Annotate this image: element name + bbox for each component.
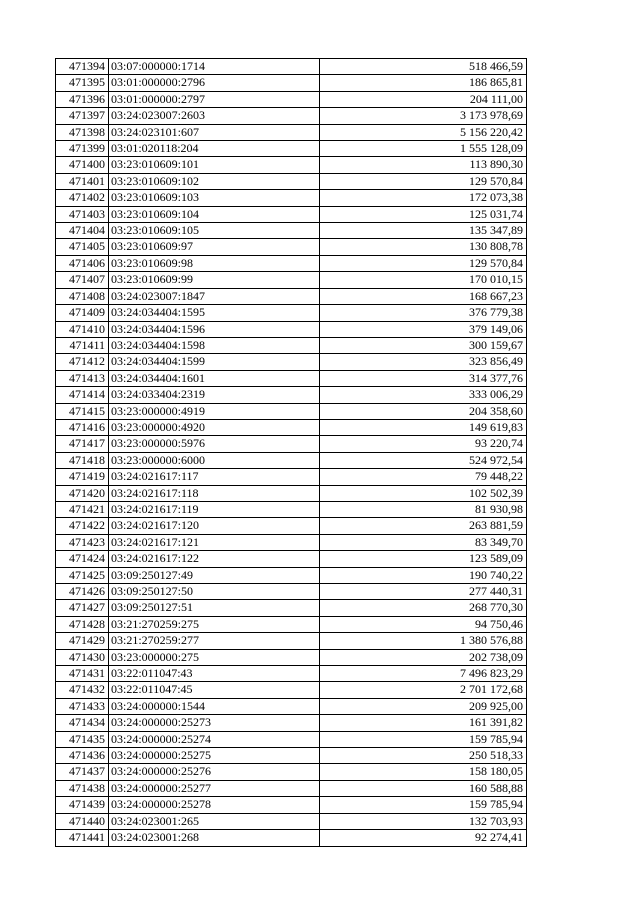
value-cell: 209 925,00: [320, 698, 527, 714]
row-id-cell: 471441: [56, 830, 109, 846]
table-row: [56, 534, 527, 550]
table-row: [56, 715, 527, 731]
row-id-cell: 471422: [56, 518, 109, 534]
table-row: [56, 223, 527, 239]
row-id-cell: 471395: [56, 75, 109, 91]
cadastral-number-cell: 03:21:270259:277: [109, 633, 320, 649]
row-id-cell: 471421: [56, 501, 109, 517]
value-cell: 102 502,39: [320, 485, 527, 501]
cadastral-number-cell: 03:24:023101:607: [109, 124, 320, 140]
table-row: [56, 75, 527, 91]
value-cell: 159 785,94: [320, 731, 527, 747]
row-id-cell: 471406: [56, 255, 109, 271]
table-row: [56, 469, 527, 485]
cadastral-number-cell: 03:01:000000:2796: [109, 75, 320, 91]
row-id-cell: 471402: [56, 190, 109, 206]
value-cell: 79 448,22: [320, 469, 527, 485]
row-id-cell: 471413: [56, 370, 109, 386]
row-id-cell: 471412: [56, 354, 109, 370]
table-row: [56, 485, 527, 501]
table-row: [56, 649, 527, 665]
value-cell: 161 391,82: [320, 715, 527, 731]
row-id-cell: 471424: [56, 551, 109, 567]
row-id-cell: 471418: [56, 452, 109, 468]
cadastral-number-cell: 03:23:000000:4920: [109, 419, 320, 435]
table-row: [56, 108, 527, 124]
row-id-cell: 471425: [56, 567, 109, 583]
cadastral-number-cell: 03:24:034404:1601: [109, 370, 320, 386]
cadastral-number-cell: 03:24:023001:265: [109, 813, 320, 829]
table-row: [56, 698, 527, 714]
row-id-cell: 471426: [56, 584, 109, 600]
cadastral-number-cell: 03:24:000000:25276: [109, 764, 320, 780]
table-row: [56, 190, 527, 206]
table-row: [56, 157, 527, 173]
table-row: [56, 370, 527, 386]
value-cell: 159 785,94: [320, 797, 527, 813]
row-id-cell: 471438: [56, 780, 109, 796]
row-id-cell: 471416: [56, 419, 109, 435]
value-cell: 94 750,46: [320, 616, 527, 632]
row-id-cell: 471415: [56, 403, 109, 419]
cadastral-number-cell: 03:22:011047:43: [109, 666, 320, 682]
cadastral-number-cell: 03:23:000000:275: [109, 649, 320, 665]
cadastral-number-cell: 03:24:034404:1595: [109, 305, 320, 321]
table-row: [56, 321, 527, 337]
cadastral-number-cell: 03:23:010609:99: [109, 272, 320, 288]
cadastral-number-cell: 03:09:250127:49: [109, 567, 320, 583]
data-table: [55, 58, 527, 847]
cadastral-number-cell: 03:09:250127:51: [109, 600, 320, 616]
row-id-cell: 471417: [56, 436, 109, 452]
cadastral-number-cell: 03:24:034404:1598: [109, 337, 320, 353]
table-row: [56, 403, 527, 419]
value-cell: 7 496 823,29: [320, 666, 527, 682]
table-row: [56, 813, 527, 829]
row-id-cell: 471437: [56, 764, 109, 780]
value-cell: 277 440,31: [320, 584, 527, 600]
cadastral-number-cell: 03:23:010609:98: [109, 255, 320, 271]
value-cell: 250 518,33: [320, 748, 527, 764]
value-cell: 135 347,89: [320, 223, 527, 239]
row-id-cell: 471410: [56, 321, 109, 337]
row-id-cell: 471408: [56, 288, 109, 304]
table-row: [56, 584, 527, 600]
table-row: [56, 518, 527, 534]
table-row: [56, 91, 527, 107]
table-row: [56, 288, 527, 304]
cadastral-number-cell: 03:24:023007:2603: [109, 108, 320, 124]
value-cell: 123 589,09: [320, 551, 527, 567]
cadastral-number-cell: 03:24:000000:25273: [109, 715, 320, 731]
table-row: [56, 436, 527, 452]
cadastral-number-cell: 03:24:000000:25275: [109, 748, 320, 764]
row-id-cell: 471396: [56, 91, 109, 107]
row-id-cell: 471403: [56, 206, 109, 222]
cadastral-number-cell: 03:23:010609:104: [109, 206, 320, 222]
table-row: [56, 272, 527, 288]
cadastral-number-cell: 03:24:000000:25277: [109, 780, 320, 796]
row-id-cell: 471429: [56, 633, 109, 649]
cadastral-number-cell: 03:21:270259:275: [109, 616, 320, 632]
value-cell: 129 570,84: [320, 173, 527, 189]
cadastral-number-cell: 03:23:000000:4919: [109, 403, 320, 419]
value-cell: 379 149,06: [320, 321, 527, 337]
row-id-cell: 471404: [56, 223, 109, 239]
table-row: [56, 419, 527, 435]
value-cell: 268 770,30: [320, 600, 527, 616]
row-id-cell: 471407: [56, 272, 109, 288]
value-cell: 160 588,88: [320, 780, 527, 796]
value-cell: 204 358,60: [320, 403, 527, 419]
table-row: [56, 682, 527, 698]
table-row: [56, 501, 527, 517]
cadastral-number-cell: 03:23:010609:102: [109, 173, 320, 189]
cadastral-number-cell: 03:24:021617:120: [109, 518, 320, 534]
row-id-cell: 471435: [56, 731, 109, 747]
value-cell: 170 010,15: [320, 272, 527, 288]
row-id-cell: 471434: [56, 715, 109, 731]
table-row: [56, 173, 527, 189]
cadastral-number-cell: 03:24:021617:117: [109, 469, 320, 485]
table-row: [56, 616, 527, 632]
cadastral-number-cell: 03:24:021617:118: [109, 485, 320, 501]
cadastral-number-cell: 03:23:010609:101: [109, 157, 320, 173]
row-id-cell: 471401: [56, 173, 109, 189]
value-cell: 186 865,81: [320, 75, 527, 91]
value-cell: 113 890,30: [320, 157, 527, 173]
value-cell: 300 159,67: [320, 337, 527, 353]
row-id-cell: 471428: [56, 616, 109, 632]
table-row: [56, 124, 527, 140]
cadastral-number-cell: 03:23:000000:5976: [109, 436, 320, 452]
value-cell: 158 180,05: [320, 764, 527, 780]
cadastral-number-cell: 03:24:000000:1544: [109, 698, 320, 714]
row-id-cell: 471394: [56, 59, 109, 75]
value-cell: 92 274,41: [320, 830, 527, 846]
cadastral-number-cell: 03:01:020118:204: [109, 141, 320, 157]
table-row: [56, 141, 527, 157]
row-id-cell: 471431: [56, 666, 109, 682]
table-row: [56, 780, 527, 796]
value-cell: 202 738,09: [320, 649, 527, 665]
table-row: [56, 387, 527, 403]
value-cell: 172 073,38: [320, 190, 527, 206]
cadastral-number-cell: 03:24:033404:2319: [109, 387, 320, 403]
value-cell: 2 701 172,68: [320, 682, 527, 698]
table-row: [56, 206, 527, 222]
value-cell: 204 111,00: [320, 91, 527, 107]
table-row: [56, 764, 527, 780]
row-id-cell: 471397: [56, 108, 109, 124]
row-id-cell: 471440: [56, 813, 109, 829]
row-id-cell: 471420: [56, 485, 109, 501]
value-cell: 518 466,59: [320, 59, 527, 75]
row-id-cell: 471409: [56, 305, 109, 321]
value-cell: 1 380 576,88: [320, 633, 527, 649]
table-row: [56, 337, 527, 353]
cadastral-number-cell: 03:22:011047:45: [109, 682, 320, 698]
row-id-cell: 471400: [56, 157, 109, 173]
cadastral-number-cell: 03:24:023001:268: [109, 830, 320, 846]
cadastral-number-cell: 03:24:034404:1599: [109, 354, 320, 370]
cadastral-number-cell: 03:23:000000:6000: [109, 452, 320, 468]
value-cell: 323 856,49: [320, 354, 527, 370]
value-cell: 149 619,83: [320, 419, 527, 435]
table-row: [56, 354, 527, 370]
value-cell: 81 930,98: [320, 501, 527, 517]
table-row: [56, 305, 527, 321]
value-cell: 314 377,76: [320, 370, 527, 386]
value-cell: 130 808,78: [320, 239, 527, 255]
value-cell: 3 173 978,69: [320, 108, 527, 124]
cadastral-number-cell: 03:24:023007:1847: [109, 288, 320, 304]
cadastral-number-cell: 03:24:000000:25278: [109, 797, 320, 813]
value-cell: 5 156 220,42: [320, 124, 527, 140]
table-row: [56, 255, 527, 271]
table-row: [56, 600, 527, 616]
cadastral-number-cell: 03:24:000000:25274: [109, 731, 320, 747]
table-row: [56, 567, 527, 583]
value-cell: 190 740,22: [320, 567, 527, 583]
value-cell: 263 881,59: [320, 518, 527, 534]
cadastral-number-cell: 03:23:010609:103: [109, 190, 320, 206]
cadastral-number-cell: 03:07:000000:1714: [109, 59, 320, 75]
row-id-cell: 471399: [56, 141, 109, 157]
row-id-cell: 471414: [56, 387, 109, 403]
table-row: [56, 748, 527, 764]
value-cell: 132 703,93: [320, 813, 527, 829]
row-id-cell: 471432: [56, 682, 109, 698]
value-cell: 333 006,29: [320, 387, 527, 403]
value-cell: 524 972,54: [320, 452, 527, 468]
cadastral-number-cell: 03:24:021617:119: [109, 501, 320, 517]
value-cell: 125 031,74: [320, 206, 527, 222]
table-row: [56, 452, 527, 468]
table-body: [56, 59, 527, 847]
value-cell: 1 555 128,09: [320, 141, 527, 157]
cadastral-number-cell: 03:09:250127:50: [109, 584, 320, 600]
table-row: [56, 551, 527, 567]
table-row: [56, 633, 527, 649]
row-id-cell: 471436: [56, 748, 109, 764]
value-cell: 376 779,38: [320, 305, 527, 321]
cadastral-number-cell: 03:23:010609:97: [109, 239, 320, 255]
row-id-cell: 471411: [56, 337, 109, 353]
value-cell: 129 570,84: [320, 255, 527, 271]
row-id-cell: 471430: [56, 649, 109, 665]
table-row: [56, 239, 527, 255]
cadastral-number-cell: 03:24:034404:1596: [109, 321, 320, 337]
row-id-cell: 471398: [56, 124, 109, 140]
row-id-cell: 471427: [56, 600, 109, 616]
cadastral-number-cell: 03:24:021617:121: [109, 534, 320, 550]
cadastral-number-cell: 03:01:000000:2797: [109, 91, 320, 107]
row-id-cell: 471423: [56, 534, 109, 550]
table-row: [56, 666, 527, 682]
table-row: [56, 731, 527, 747]
cadastral-number-cell: 03:23:010609:105: [109, 223, 320, 239]
row-id-cell: 471405: [56, 239, 109, 255]
value-cell: 168 667,23: [320, 288, 527, 304]
row-id-cell: 471419: [56, 469, 109, 485]
row-id-cell: 471439: [56, 797, 109, 813]
table-row: [56, 830, 527, 846]
row-id-cell: 471433: [56, 698, 109, 714]
table-row: [56, 797, 527, 813]
value-cell: 83 349,70: [320, 534, 527, 550]
cadastral-number-cell: 03:24:021617:122: [109, 551, 320, 567]
table-row: [56, 59, 527, 75]
value-cell: 93 220,74: [320, 436, 527, 452]
